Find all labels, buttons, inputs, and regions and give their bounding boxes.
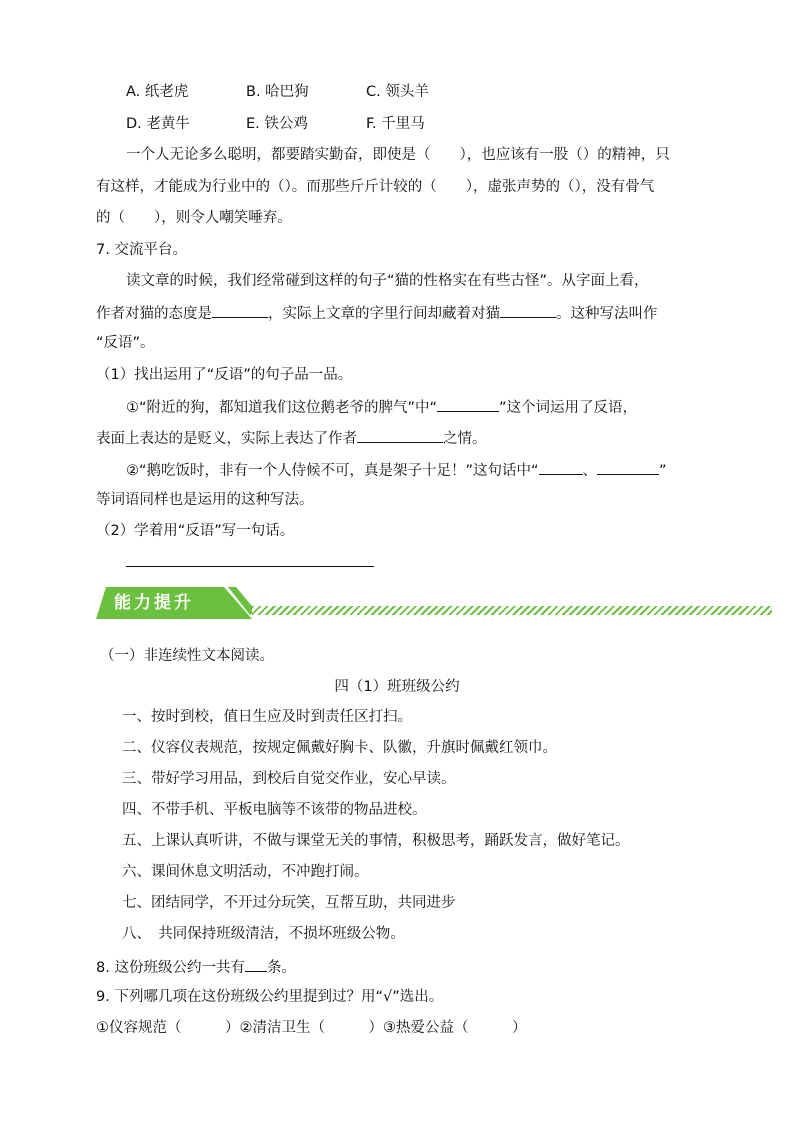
rule-2: 二、仪容仪表规范，按规定佩戴好胸卡、队徽，升旗时佩戴红领巾。 <box>122 740 557 756</box>
rule-4: 四、不带手机、平板电脑等不该带的物品进校。 <box>122 802 427 818</box>
option-d: D. 老黄牛 <box>126 116 190 132</box>
para1-line-2: 有这样，才能成为行业中的（）。而那些斤斤计较的（ ），虚张声势的（），没有骨气 <box>96 179 655 195</box>
para1-line-3: 的（ ），则令人嘲笑唾弃。 <box>96 210 292 226</box>
q7-line-1: 读文章的时候，我们经常碰到这样的句子“猫的性格实在有些古怪”。从字面上看， <box>126 273 649 289</box>
rule-3: 三、带好学习用品，到校后自觉交作业，安心早读。 <box>122 771 456 787</box>
rule-1: 一、按时到校，值日生应及时到责任区打扫。 <box>122 709 412 725</box>
option-f: F. 千里马 <box>366 116 425 132</box>
q7-line-3: “反语”。 <box>96 335 155 351</box>
option-e: E. 铁公鸡 <box>246 116 308 132</box>
answer-blank[interactable] <box>539 459 583 475</box>
option-c: C. 领头羊 <box>366 84 429 100</box>
q7-title: 7. 交流平台。 <box>96 242 187 258</box>
option-b: B. 哈巴狗 <box>246 84 309 100</box>
q7-sub-1: （1）找出运用了“反语”的句子品一品。 <box>96 367 353 383</box>
q7-clue-3: ②“鹅吃饭时，非有一个人侍候不可，真是架子十足！”这句话中“ 、 ” <box>126 459 667 481</box>
choice-1[interactable]: ①仪容规范（ ） <box>96 1020 240 1036</box>
writing-line[interactable] <box>126 566 374 567</box>
option-a: A. 纸老虎 <box>126 84 189 100</box>
rule-8: 八、 共同保持班级清洁，不损坏班级公物。 <box>122 926 405 942</box>
q7-clue-2: 表面上表达的是贬义，实际上表达了作者 之情。 <box>96 427 487 449</box>
q9-choices <box>96 1018 527 1038</box>
rule-7: 七、团结同学，不开过分玩笑，互帮互助，共同进步 <box>122 895 456 911</box>
para1-line-1: 一个人无论多么聪明，都要踏实勤奋，即使是（ ），也应该有一股（）的精神，只 <box>126 147 670 163</box>
answer-blank[interactable] <box>437 396 499 412</box>
q9-title: 9. 下列哪几项在这份班级公约里提到过？用“√”选出。 <box>96 989 444 1005</box>
answer-blank[interactable] <box>245 956 267 972</box>
q7-clue-4: 等词语同样也是运用的这种写法。 <box>96 492 314 508</box>
answer-blank[interactable] <box>357 427 443 443</box>
rule-6: 六、课间休息文明活动，不冲跑打闹。 <box>122 864 369 880</box>
rules-title: 四（1）班班级公约 <box>334 679 460 695</box>
section-banner <box>96 585 676 621</box>
q7-line-2: 作者对猫的态度是 ，实际上文章的字里行间却藏着对猫 。这种写法叫作 <box>96 302 658 324</box>
banner-stripe <box>252 606 772 615</box>
answer-blank[interactable] <box>500 302 556 318</box>
answer-blank[interactable] <box>597 459 659 475</box>
q7-clue-1: ①“附近的狗，都知道我们这位鹅老爷的脾气”中“ ”这个词运用了反语， <box>126 396 637 418</box>
rule-5: 五、上课认真听讲，不做与课堂无关的事情，积极思考，踊跃发言，做好笔记。 <box>122 833 630 849</box>
q7-sub-2: （2）学着用“反语”写一句话。 <box>96 523 295 539</box>
banner-label: 能力提升 <box>114 593 194 613</box>
choice-3[interactable]: ③热爱公益（ ） <box>383 1020 527 1036</box>
section-heading: （一）非连续性文本阅读。 <box>100 648 274 664</box>
q8: 8. 这份班级公约一共有 条。 <box>96 956 296 978</box>
choice-2[interactable]: ②清洁卫生（ ） <box>239 1020 383 1036</box>
answer-blank[interactable] <box>212 302 268 318</box>
